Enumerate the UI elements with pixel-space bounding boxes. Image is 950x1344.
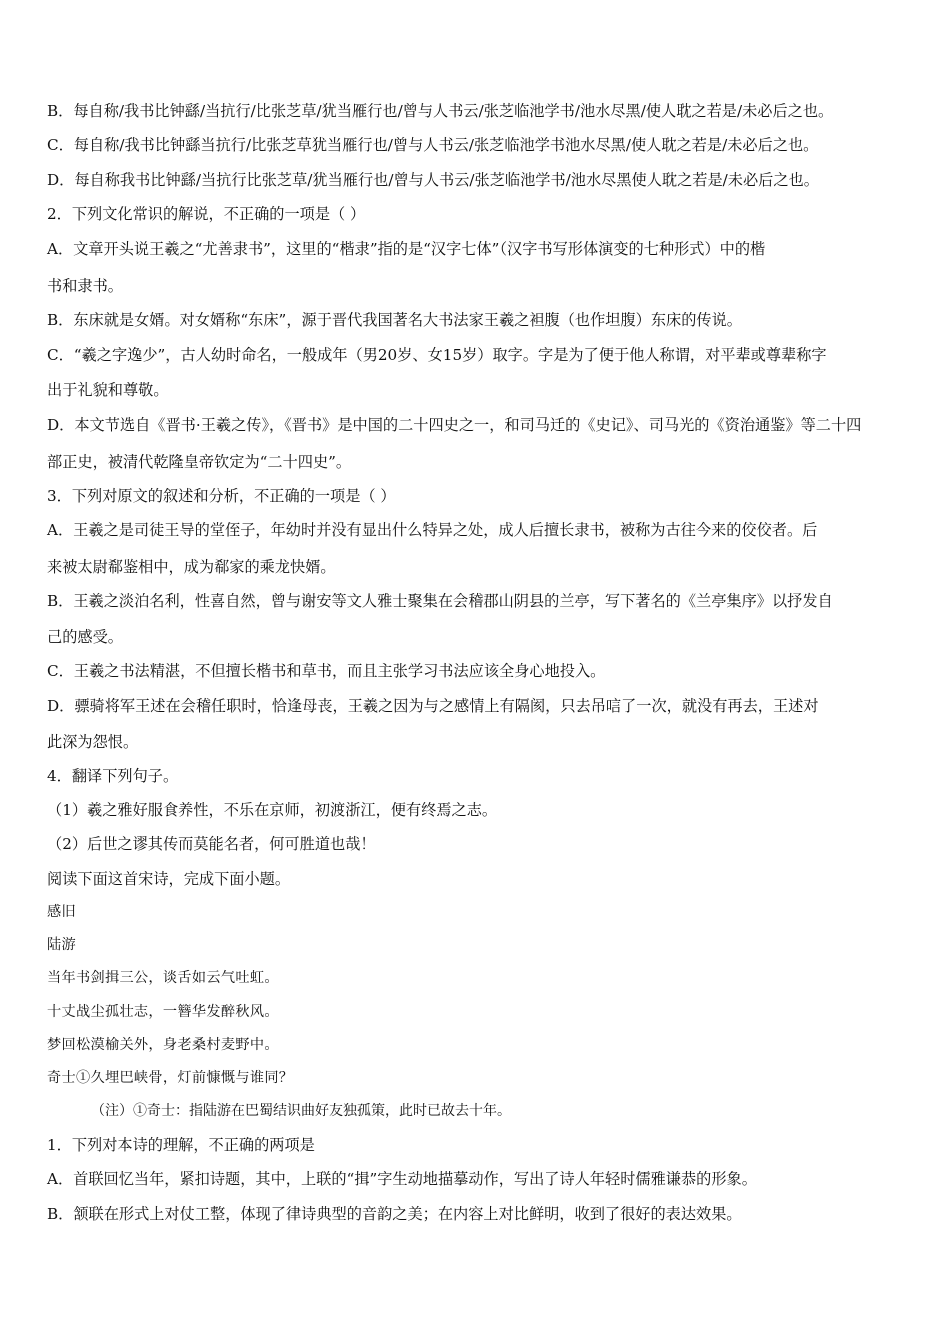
q4-sentence-2: （2）后世之谬其传而莫能名者，何可胜道也哉！ <box>47 835 376 853</box>
q3-option-b-line2: 己的感受。 <box>47 628 123 646</box>
poem-q1-option-b: B．颔联在形式上对仗工整，体现了律诗典型的音韵之美；在内容上对比鲜明，收到了很好的表达效果。 <box>47 1205 742 1223</box>
poem-q1-option-a: A．首联回忆当年，紧扣诗题，其中，上联的“揖”字生动地描摹动作，写出了诗人年轻时儒雅谦恭的形象。 <box>47 1170 757 1188</box>
q2-option-c-line2: 出于礼貌和尊敬。 <box>47 381 169 399</box>
q1-option-d: D．每自称我书比钟繇/当抗行比张芝草/犹当雁行也/曾与人书云/张芝临池学书/池水尽黑使人耽之若是/未必后之也。 <box>47 171 819 189</box>
poem-line-1: 当年书剑揖三公，谈舌如云气吐虹。 <box>47 970 279 986</box>
poem-line-4: 奇士①久埋巴峡骨，灯前慷慨与谁同？ <box>47 1070 294 1086</box>
q3-option-a-line1: A．王羲之是司徒王导的堂侄子，年幼时并没有显出什么特异之处，成人后擅长隶书，被称为古往今来的佼佼者。后 <box>47 521 818 539</box>
q2-option-c-line1: C．“羲之字逸少”，古人幼时命名，一般成年（男20岁、女15岁）取字。字是为了便于他人称谓，对平辈或尊辈称字 <box>47 346 827 364</box>
q3-option-b-line1: B．王羲之淡泊名利，性喜自然，曾与谢安等文人雅士聚集在会稽郡山阴县的兰亭，写下著名的《兰亭集序》以抒发自 <box>47 592 833 610</box>
poem-line-3: 梦回松漠榆关外，身老桑村麦野中。 <box>47 1037 279 1053</box>
poem-q1-stem: 1．下列对本诗的理解，不正确的两项是 <box>47 1136 315 1154</box>
q3-option-c: C．王羲之书法精湛，不但擅长楷书和草书，而且主张学习书法应该全身心地投入。 <box>47 662 606 680</box>
q2-option-d-line2: 部正史，被清代乾隆皇帝钦定为“二十四史”。 <box>47 453 352 471</box>
q3-stem: 3．下列对原文的叙述和分析，不正确的一项是（ ） <box>47 487 396 505</box>
poem-line-2: 十丈战尘孤壮志，一簪华发醉秋风。 <box>47 1004 279 1020</box>
poem-author: 陆游 <box>47 937 76 953</box>
q2-option-b: B．东床就是女婿。对女婿称“东床”，源于晋代我国著名大书法家王羲之袒腹（也作坦腹）东床的传说。 <box>47 311 742 329</box>
q2-option-a-line2: 书和隶书。 <box>47 277 123 295</box>
q3-option-d-line1: D．骠骑将军王述在会稽任职时，恰逢母丧，王羲之因为与之感情上有隔阂，只去吊唁了一次，就没有再去，王述对 <box>47 697 819 715</box>
poem-title: 感旧 <box>47 904 76 920</box>
q4-stem: 4．翻译下列句子。 <box>47 767 179 785</box>
poem-intro: 阅读下面这首宋诗，完成下面小题。 <box>47 870 290 888</box>
q1-option-c: C．每自称/我书比钟繇当抗行/比张芝草犹当雁行也/曾与人书云/张芝临池学书池水尽黑/使人耽之若是/未必后之也。 <box>47 136 819 154</box>
poem-note: （注）①奇士：指陆游在巴蜀结识曲好友独孤策，此时已故去十年。 <box>91 1103 511 1119</box>
q2-option-a-line1: A．文章开头说王羲之“尤善隶书”，这里的“楷隶”指的是“汉字七体”（汉字书写形体演变的七种形式）中的楷 <box>47 240 766 258</box>
q3-option-d-line2: 此深为怨恨。 <box>47 733 139 751</box>
q3-option-a-line2: 来被太尉郗鉴相中，成为郗家的乘龙快婿。 <box>47 558 336 576</box>
q4-sentence-1: （1）羲之雅好服食养性，不乐在京师，初渡浙江，便有终焉之志。 <box>47 801 498 819</box>
q2-stem: 2．下列文化常识的解说，不正确的一项是（ ） <box>47 205 366 223</box>
q1-option-b: B．每自称/我书比钟繇/当抗行/比张芝草/犹当雁行也/曾与人书云/张芝临池学书/池水尽黑/使人耽之若是/未必后之也。 <box>47 102 834 120</box>
q2-option-d-line1: D．本文节选自《晋书·王羲之传》，《晋书》是中国的二十四史之一，和司马迁的《史记》、司马光的《资治通鉴》等二十四 <box>47 416 862 434</box>
